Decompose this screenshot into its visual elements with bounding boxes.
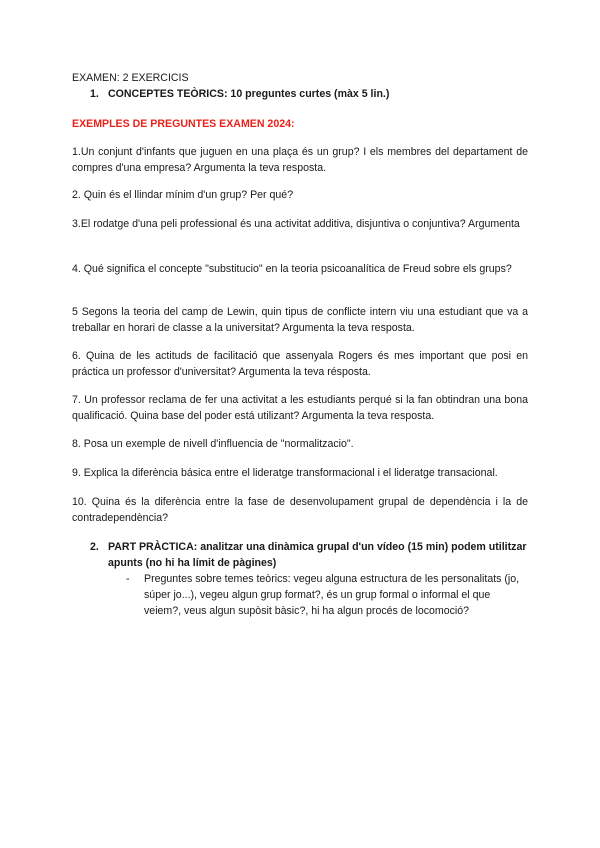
question-9: 9. Explica la diferència básica entre el lideratge transformacional i el lideratge transacional. — [72, 467, 498, 479]
question-5: 5 Segons la teoria del camp de Lewin, quin tipus de conflicte intern viu una estudiant que va a treballar en horari de classe a la universitat? Argumenta la teva resposta. — [72, 306, 528, 334]
question-3: 3.El rodatge d'una peli professional és una activitat additiva, disjuntiva o conjuntiva? Argumenta — [72, 218, 520, 230]
question-8: 8. Posa un exemple de nivell d'influencia de "normalitzacio". — [72, 438, 354, 450]
examples-subtitle: EXEMPLES DE PREGUNTES EXAMEN 2024: — [72, 118, 295, 130]
section-2-bullet-text: Preguntes sobre temes teòrics: vegeu alguna estructura de les personalitats (jo, súper jo...), vegeu algun grup format?, és un grup formal o informal el que veiem?, veus algun supòsit bàsic?, hi ha algun procés de locomoció? — [144, 573, 520, 617]
section-2-number: 2. — [90, 541, 99, 553]
question-10: 10. Quina és la diferència entre la fase de desenvolupament grupal de dependència i la de contradependència? — [72, 496, 528, 524]
question-7: 7. Un professor reclama de fer una activitat a les estudiants perqué si la fan obtindran una bona qualificació. Quina base del poder está utilizant? Argumenta la teva resposta. — [72, 394, 528, 422]
section-1-heading — [90, 86, 530, 102]
section-1-number: 1. — [90, 88, 99, 100]
question-4: 4. Qué significa el concepte "substitucio" en la teoria psicoanalítica de Freud sobre els grups? — [72, 263, 512, 275]
bullet-dash: - — [126, 573, 130, 585]
section-2-heading — [90, 539, 530, 571]
question-1: 1.Un conjunt d'infants que juguen en una plaça és un grup? I els membres del departament de compres d'una empresa? Argumenta la teva resposta. — [72, 146, 528, 174]
question-2: 2. Quin és el llindar mínim d'un grup? Per qué? — [72, 189, 294, 201]
section-1-title: CONCEPTES TEÒRICS: 10 preguntes curtes (màx 5 lin.) — [108, 88, 390, 100]
section-2-title: PART PRÀCTICA: analitzar una dinàmica grupal d'un vídeo (15 min) podem utilitzar apunts (no hi ha límit de pàgines) — [108, 541, 527, 569]
question-6: 6. Quina de les actituds de facilitació que assenyala Rogers és mes important que posi en práctica un professor d'universitat? Argumenta la teva résposta. — [72, 350, 528, 378]
exam-header: EXAMEN: 2 EXERCICIS — [72, 72, 189, 84]
section-2-bullet — [126, 571, 526, 619]
